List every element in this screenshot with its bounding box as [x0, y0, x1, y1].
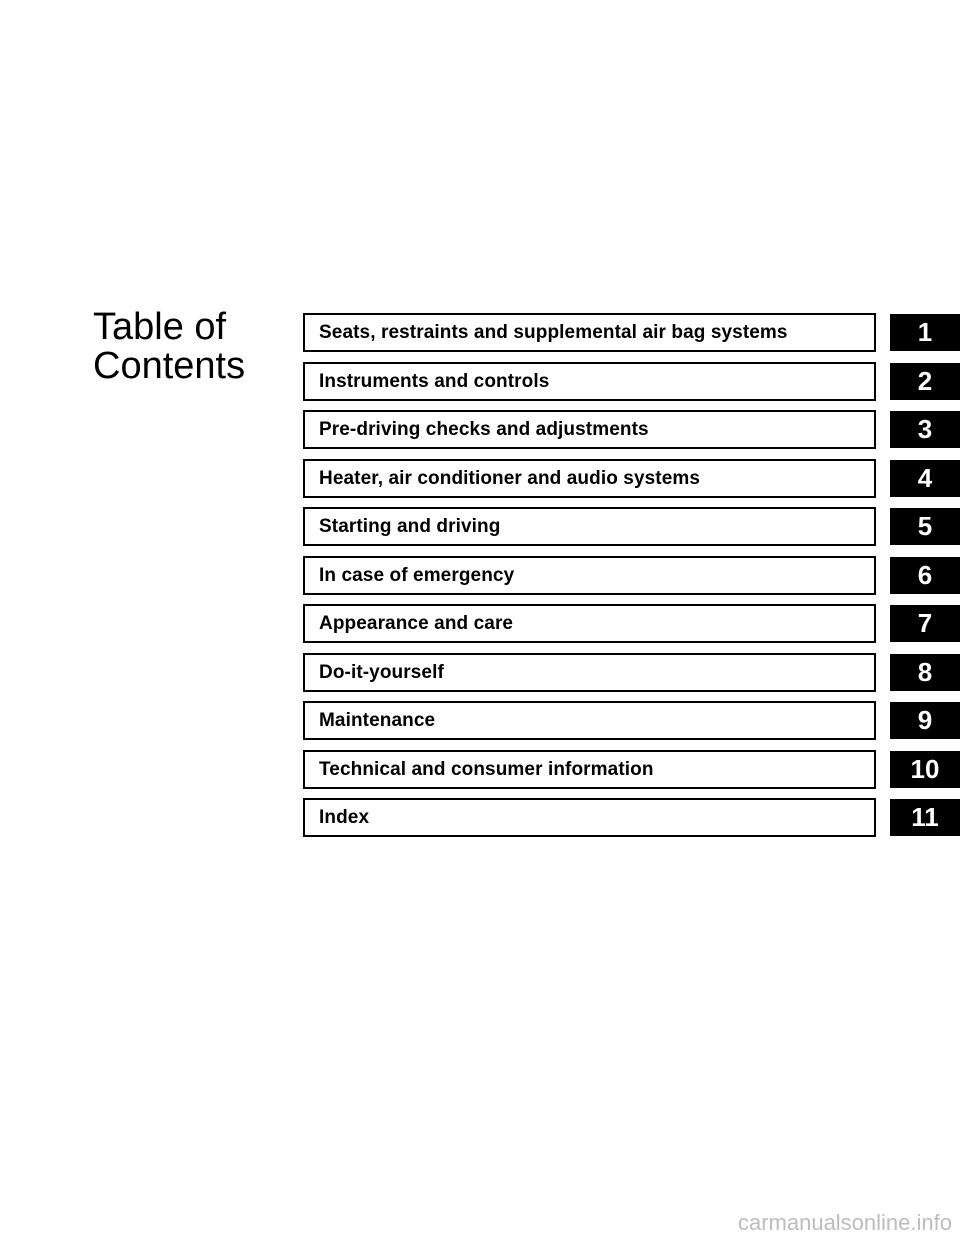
toc-entry-emergency[interactable] — [0, 556, 960, 595]
toc-entry-label: Do-it-yourself — [319, 662, 444, 683]
toc-entry-label: Starting and driving — [319, 516, 501, 537]
toc-entry-box[interactable] — [303, 313, 876, 352]
section-tab-10[interactable]: 10 — [890, 751, 960, 788]
section-tab-5[interactable]: 5 — [890, 508, 960, 545]
toc-entry-box[interactable] — [303, 701, 876, 740]
section-tab-7[interactable]: 7 — [890, 605, 960, 642]
page-title-line-2: Contents — [93, 345, 246, 387]
toc-entry-technical-consumer[interactable] — [0, 750, 960, 789]
toc-entry-starting-driving[interactable] — [0, 507, 960, 546]
section-tab-4[interactable]: 4 — [890, 460, 960, 497]
page-title-line-1: Table of — [93, 306, 227, 348]
toc-entry-label: Pre-driving checks and adjustments — [319, 419, 649, 440]
toc-entry-box[interactable] — [303, 507, 876, 546]
watermark: carmanualsonline.info — [737, 1210, 952, 1235]
toc-entry-seats-restraints[interactable] — [0, 313, 960, 352]
toc-entry-box[interactable] — [303, 750, 876, 789]
toc-entry-box[interactable] — [303, 556, 876, 595]
toc-entry-instruments-controls[interactable] — [0, 362, 960, 401]
section-tab-6[interactable]: 6 — [890, 557, 960, 594]
toc-entry-box[interactable] — [303, 362, 876, 401]
toc-entry-label: Seats, restraints and supplemental air bag systems — [319, 322, 788, 343]
toc-entry-label: Maintenance — [319, 710, 436, 731]
toc-entry-index[interactable] — [0, 798, 960, 837]
toc-entry-box[interactable] — [303, 653, 876, 692]
section-tab-11[interactable]: 11 — [890, 799, 960, 836]
section-tab-8[interactable]: 8 — [890, 654, 960, 691]
toc-entry-heater-air-audio[interactable] — [0, 459, 960, 498]
toc-entry-label: Technical and consumer information — [319, 759, 654, 780]
toc-entry-box[interactable] — [303, 410, 876, 449]
toc-entry-box[interactable] — [303, 459, 876, 498]
toc-entry-appearance-care[interactable] — [0, 604, 960, 643]
section-tab-2[interactable]: 2 — [890, 363, 960, 400]
section-tab-9[interactable]: 9 — [890, 702, 960, 739]
toc-entry-box[interactable] — [303, 604, 876, 643]
section-tab-1[interactable]: 1 — [890, 314, 960, 351]
toc-entry-label: Index — [319, 807, 370, 828]
toc-entry-label: Heater, air conditioner and audio systems — [319, 468, 701, 489]
toc-entry-label: Appearance and care — [319, 613, 514, 634]
toc-entry-label: In case of emergency — [319, 565, 515, 586]
toc-entry-do-it-yourself[interactable] — [0, 653, 960, 692]
toc-entry-maintenance[interactable] — [0, 701, 960, 740]
toc-entry-pre-driving-checks[interactable] — [0, 410, 960, 449]
toc-entry-label: Instruments and controls — [319, 371, 550, 392]
section-tab-3[interactable]: 3 — [890, 411, 960, 448]
toc-entry-box[interactable] — [303, 798, 876, 837]
